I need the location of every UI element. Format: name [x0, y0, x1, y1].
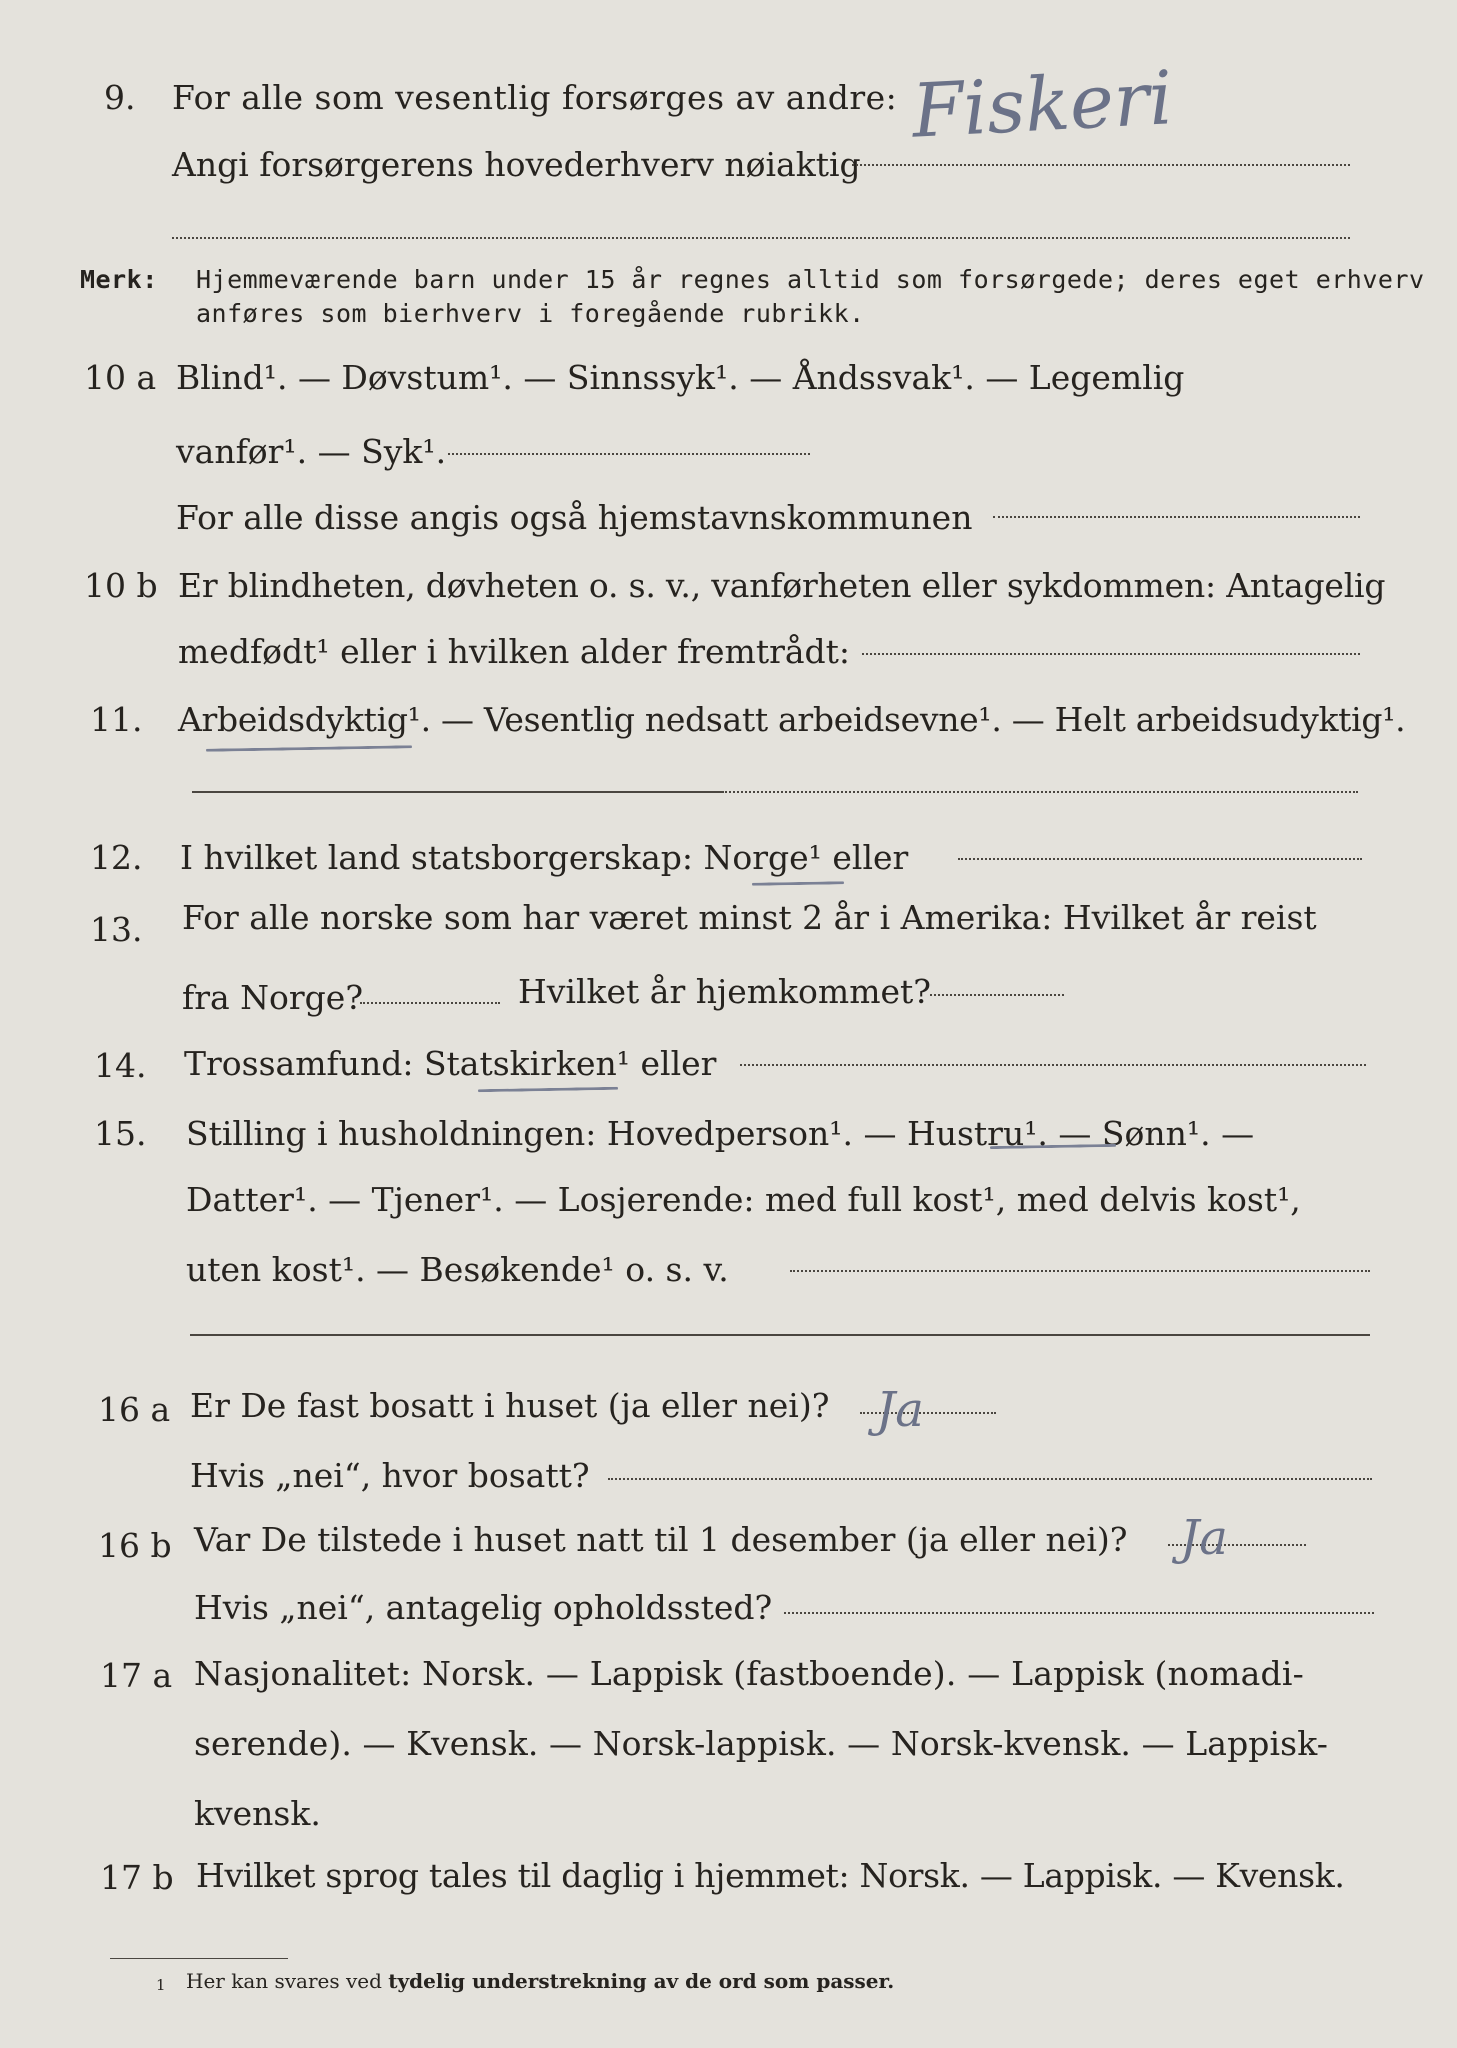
q14-line1: Trossamfund: Statskirken¹ eller — [184, 1044, 717, 1083]
q16b-line2: Hvis „nei“, antagelig opholdssted? — [194, 1588, 773, 1627]
q16a-residence-line[interactable] — [608, 1478, 1372, 1480]
q17a-line3: kvensk. — [194, 1794, 321, 1833]
q16b-line1: Var De tilstede i huset natt til 1 desember (ja eller nei)? — [194, 1520, 1128, 1559]
q12-number: 12. — [90, 838, 143, 877]
q11-line1: Arbeidsdyktig¹. — Vesentlig nedsatt arbeidsevne¹. — Helt arbeidsudyktig¹. — [178, 700, 1406, 739]
merk-label: Merk: — [80, 265, 158, 294]
q16b-number: 16 b — [98, 1526, 172, 1565]
q10a-line2: vanfør¹. — Syk¹. — [176, 432, 447, 471]
q13-departure-line[interactable] — [360, 1002, 500, 1004]
q9-number: 9. — [104, 78, 136, 117]
q9-handwritten-answer: Fiskeri — [909, 55, 1175, 155]
q16a-line2: Hvis „nei“, hvor bosatt? — [190, 1456, 590, 1495]
q16b-handwritten-answer: Ja — [1180, 1510, 1228, 1566]
q15-number: 15. — [94, 1114, 147, 1153]
q15-line1: Stilling i husholdningen: Hovedperson¹. — Hustru¹. — Sønn¹. — — [186, 1114, 1255, 1153]
q13-line2b: Hvilket år hjemkommet? — [518, 972, 931, 1011]
q13-number: 13. — [90, 910, 143, 949]
footnote-text-bold: tydelig understrekning av de ord som passer. — [388, 1969, 895, 1993]
q9-answer-line-2[interactable] — [172, 237, 1350, 239]
q10b-line2: medfødt¹ eller i hvilken alder fremtrådt: — [178, 632, 851, 671]
footnote-divider — [110, 1958, 288, 1959]
q11-number: 11. — [90, 700, 143, 739]
merk-line2: anføres som bierhverv i foregående rubrikk. — [196, 299, 865, 328]
q16a-handwritten-answer: Ja — [876, 1382, 924, 1438]
q10b-answer-line[interactable] — [862, 653, 1360, 655]
footnote-text-plain: Her kan svares ved — [186, 1969, 382, 1993]
q10a-line3: For alle disse angis også hjemstavnskommunen — [176, 498, 973, 537]
merk-line1: Hjemmeværende barn under 15 år regnes alltid som forsørgede; deres eget erhverv — [196, 265, 1425, 294]
q17a-number: 17 a — [100, 1656, 173, 1695]
q10b-number: 10 b — [84, 566, 158, 605]
q17a-line1: Nasjonalitet: Norsk. — Lappisk (fastboende). — Lappisk (nomadi- — [194, 1654, 1304, 1693]
q10b-line1: Er blindheten, døvheten o. s. v., vanførheten eller sykdommen: Antagelig — [178, 566, 1386, 605]
q9-answer-line[interactable] — [852, 164, 1350, 166]
q17a-line2: serende). — Kvensk. — Norsk-lappisk. — Norsk-kvensk. — Lappisk- — [194, 1724, 1328, 1763]
q13-line2a: fra Norge? — [182, 978, 364, 1017]
q10a-hometown-line[interactable] — [993, 516, 1360, 518]
q15-line2: Datter¹. — Tjener¹. — Losjerende: med full kost¹, med delvis kost¹, — [186, 1180, 1301, 1219]
q9-line2: Angi forsørgerens hovederhverv nøiaktig — [172, 145, 861, 184]
q10a-number: 10 a — [84, 358, 157, 397]
q13-line1: For alle norske som har været minst 2 år i Amerika: Hvilket år reist — [182, 898, 1317, 937]
q17b-number: 17 b — [100, 1858, 174, 1897]
q11-answer-line[interactable] — [192, 791, 722, 793]
q11-handwritten-underline — [206, 745, 412, 752]
q10a-line1: Blind¹. — Døvstum¹. — Sinnssyk¹. — Åndssvak¹. — Legemlig — [176, 358, 1185, 397]
q15-line3: uten kost¹. — Besøkende¹ o. s. v. — [186, 1250, 729, 1289]
q11-answer-line-dotted[interactable] — [722, 791, 1358, 793]
footnote-text — [186, 1968, 894, 1994]
q12-line1: I hvilket land statsborgerskap: Norge¹ eller — [180, 838, 909, 877]
q16a-line1: Er De fast bosatt i huset (ja eller nei)? — [190, 1386, 830, 1425]
q12-handwritten-underline — [752, 881, 844, 886]
q14-number: 14. — [94, 1046, 147, 1085]
q16b-location-line[interactable] — [784, 1612, 1374, 1614]
q14-answer-line[interactable] — [740, 1064, 1366, 1066]
q13-return-line[interactable] — [930, 994, 1064, 996]
q17b-line1: Hvilket sprog tales til daglig i hjemmet: Norsk. — Lappisk. — Kvensk. — [196, 1856, 1345, 1895]
q12-answer-line[interactable] — [958, 858, 1362, 860]
q15-answer-line-2[interactable] — [190, 1334, 1370, 1336]
q15-answer-line[interactable] — [790, 1270, 1370, 1272]
q16a-number: 16 a — [98, 1390, 171, 1429]
footnote-mark: 1 — [156, 1976, 166, 1994]
q9-line1: For alle som vesentlig forsørges av andre: — [172, 78, 898, 117]
q10a-answer-line[interactable] — [448, 453, 810, 455]
q14-handwritten-underline — [478, 1087, 618, 1092]
